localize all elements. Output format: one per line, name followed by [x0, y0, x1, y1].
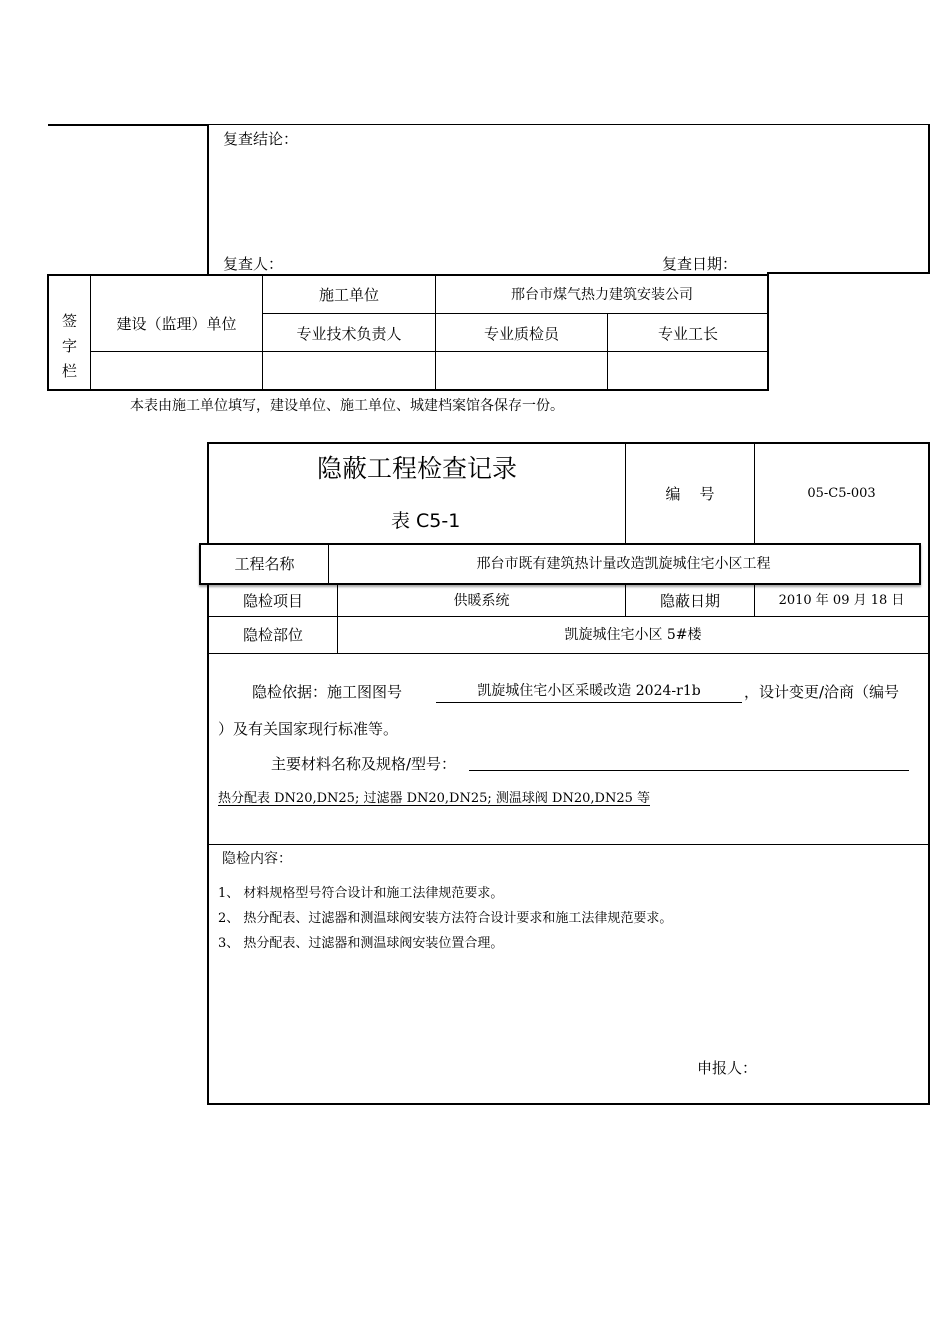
divider — [207, 1103, 930, 1105]
contractor-label: 施工单位 — [318, 286, 379, 304]
divider — [47, 274, 769, 276]
materials-label: 主要材料名称及规格/型号： — [271, 755, 457, 773]
drawing-number-underline — [436, 682, 742, 703]
divider — [48, 124, 208, 126]
project-name-label: 工程名称 — [234, 555, 295, 573]
content-item-2: 2、 热分配表、过滤器和测温球阀安装方法符合设计要求和施工法律规范要求。 — [218, 911, 673, 926]
reviewer-label: 复查人： — [223, 255, 284, 273]
signature-side-label-1: 签 — [61, 312, 77, 330]
inspection-item-value: 供暖系统 — [453, 593, 510, 609]
quality-inspector-label: 专业质检员 — [483, 325, 559, 343]
basis-label: 隐检依据：施工图图号 — [252, 683, 403, 701]
review-conclusion-label: 复查结论： — [223, 130, 299, 148]
concealment-date-value: 2010 年 09 月 18 日 — [778, 593, 905, 608]
concealment-date-label: 隐蔽日期 — [659, 592, 720, 610]
materials-value: 热分配表 DN20,DN25; 过滤器 DN20,DN25; 测温球阀 DN20,DN25 等 — [218, 791, 650, 806]
applicant-label: 申报人： — [697, 1059, 758, 1077]
signature-side-label-3: 栏 — [61, 362, 77, 380]
contractor-name: 邢台市煤气热力建筑安装公司 — [511, 287, 693, 303]
divider — [90, 351, 768, 352]
basis-suffix: ，设计变更/洽商（编号 — [744, 683, 900, 701]
divider — [209, 844, 929, 845]
record-title: 隐蔽工程检查记录 — [316, 454, 517, 483]
inspection-location-value: 凯旋城住宅小区 5#楼 — [564, 627, 702, 643]
divider — [262, 313, 768, 314]
divider — [208, 124, 930, 125]
basis-line2: ）及有关国家现行标准等。 — [218, 720, 399, 738]
number-value: 05-C5-003 — [807, 486, 876, 501]
inspection-item-label: 隐检项目 — [242, 592, 303, 610]
content-item-1: 1、 材料规格型号符合设计和施工法律规范要求。 — [218, 886, 504, 901]
divider — [928, 124, 930, 274]
content-label: 隐检内容： — [222, 851, 292, 867]
form-code: 表 C5-1 — [391, 510, 461, 532]
divider — [207, 124, 209, 274]
review-date-label: 复查日期： — [662, 255, 738, 273]
divider — [209, 616, 929, 617]
signature-side-label-2: 字 — [61, 337, 77, 355]
content-item-3: 3、 热分配表、过滤器和测温球阀安装位置合理。 — [218, 936, 504, 951]
divider — [928, 442, 930, 1104]
divider — [767, 272, 930, 274]
owner-unit-label: 建设（监理）单位 — [116, 315, 237, 333]
number-label: 编 号 — [665, 485, 715, 503]
drawing-number: 凯旋城住宅小区采暖改造 2024-r1b — [477, 683, 701, 699]
inspection-location-label: 隐检部位 — [242, 626, 303, 644]
footnote: 本表由施工单位填写，建设单位、施工单位、城建档案馆各保存一份。 — [130, 398, 564, 414]
divider — [209, 653, 929, 654]
divider — [207, 442, 209, 1104]
materials-blank-line — [469, 770, 909, 771]
project-name-value: 邢台市既有建筑热计量改造凯旋城住宅小区工程 — [476, 556, 771, 572]
foreman-label: 专业工长 — [657, 325, 718, 343]
divider — [208, 442, 930, 444]
divider — [47, 389, 769, 391]
tech-lead-label: 专业技术负责人 — [296, 325, 402, 343]
